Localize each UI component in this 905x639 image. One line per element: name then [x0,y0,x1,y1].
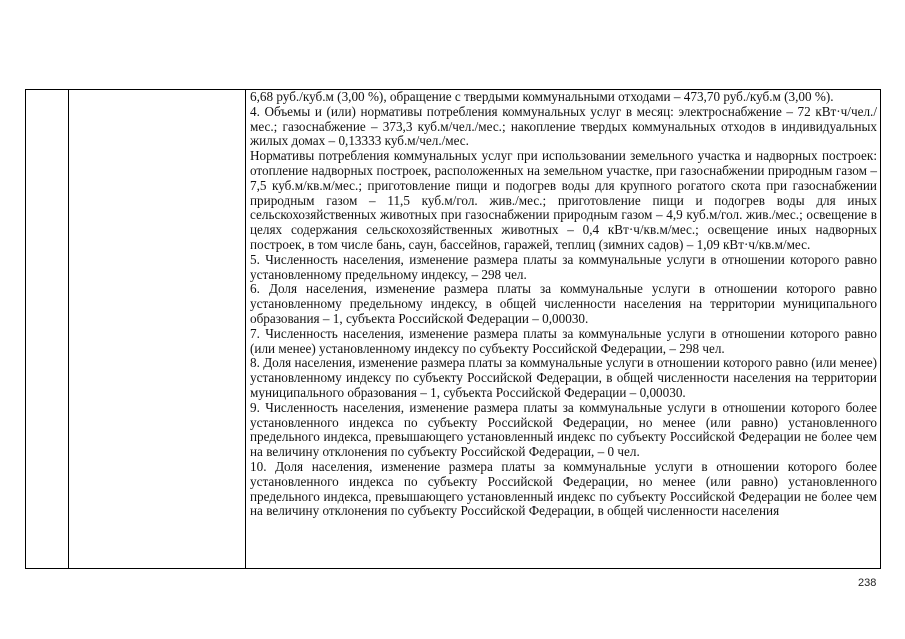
paragraph: 10. Доля населения, изменение размера платы за коммунальные услуги в отношении которого более установленного индекса по субъекту Российской Федерации, но менее (или равно) установленного предельного индекса, превышающего установленный индекс по субъекту Российской Федерации не более чем на величину отклонения по субъекту Российской Федерации, в общей численности населения [250,458,877,519]
page-number: 238 [858,577,877,589]
paragraph: Нормативы потребления коммунальных услуг при использовании земельного участка и надворных построек: отопление надворных построек, расположенных на земельном участке, при газоснабжении природным газом – 7,5 куб.м/кв.м/мес.; приготовление пищи и подогрев воды для крупного рогатого скота при газоснабжении природным газом – 11,5 куб.м/гол. жив./мес.; приготовление пищи и подогрев воды для иных сельскохозяйственных животных при газоснабжении природным газом – 4,9 куб.м/гол. жив./мес.; освещение в целях содержания сельскохозяйственных животных – 0,4 кВт·ч/кв.м/мес.; освещение иных надворных построек, в том числе бань, саун, бассейнов, гаражей, теплиц (зимних садов) – 1,09 кВт·ч/кв.м/мес. [250,148,877,252]
paragraph: 5. Численность населения, изменение размера платы за коммунальные услуги в отношении которого равно установленному предельному индексу, – 298 чел. [250,251,877,282]
table-cell-number [26,90,69,569]
table-row [26,90,881,569]
content-text [250,90,877,519]
paragraph: 6,68 руб./куб.м (3,00 %), обращение с твердыми коммунальными отходами – 473,70 руб./куб.м (3,00 %). [250,89,834,104]
table-cell-content [246,90,881,569]
paragraph: 7. Численность населения, изменение размера платы за коммунальные услуги в отношении которого равно (или менее) установленному индексу по субъекту Российской Федерации, – 298 чел. [250,325,877,356]
paragraph: 9. Численность населения, изменение размера платы за коммунальные услуги в отношении которого более установленного индекса по субъекту Российской Федерации, но менее (или равно) установленного предельного индекса, превышающего установленный индекс по субъекту Российской Федерации не более чем на величину отклонения по субъекту Российской Федерации, – 0 чел. [250,399,877,460]
paragraph: 8. Доля населения, изменение размера платы за коммунальные услуги в отношении которого равно (или менее) установленному индексу по субъекту Российской Федерации, в общей численности населения на территории муниципального образования – 1, субъекта Российской Федерации – 0,00030. [250,355,877,400]
document-table [25,89,881,569]
paragraph: 6. Доля населения, изменение размера платы за коммунальные услуги в отношении которого равно установленному предельному индексу, в общей численности населения на территории муниципального образования – 1, субъекта Российской Федерации – 0,00030. [250,281,877,326]
table-cell-name [69,90,246,569]
paragraph: 4. Объемы и (или) нормативы потребления коммунальных услуг в месяц: электроснабжение – 72 кВт·ч/чел./мес.; газоснабжение – 373,3 куб.м/чел./мес.; накопление твердых коммунальных отходов в индивидуальных жилых домах – 0,13333 куб.м/чел./мес. [250,103,877,149]
